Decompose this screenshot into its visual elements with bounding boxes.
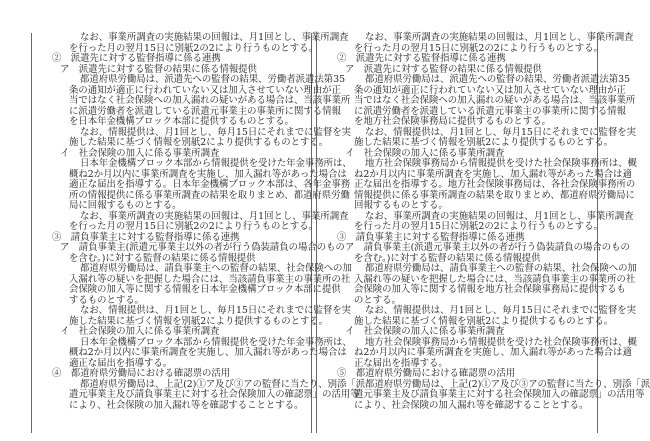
text-line: 遣元事業主及び請負事業主に対する社会保険加入の確認票」の活用等 (69, 389, 360, 400)
text-line: 正な届出を指導する。地方社会保険事務局は、各社会保険事務所の (354, 179, 636, 190)
text-line: 日本年金機構ブロック本部から情報提供を受けた年金事務所は、 (80, 158, 352, 169)
text-line: なお、情報提供は、月1回とし、毎月15日にそれまでに監督を実 (365, 126, 637, 138)
text-line: 都道府県労働局は、派遣先への監督の結果、労働者派遣法第35 (80, 74, 346, 85)
text-line: 所の情報提供に係る事業所調査の結果を取りまとめ、都道府県労働 (69, 189, 350, 201)
subsection-heading: ア 請負事業主(派遣元事業主以外の者が行う偽装請負の場合のもの (345, 242, 630, 253)
text-line: 地方社会保険事務局から情報提供を受けた社会保険事務所は、概 (365, 158, 637, 169)
subsection-heading: ア 派遣先に対する監督の結果に係る情報提供 (60, 63, 257, 75)
text-line: 日本年金機構ブロック本部から情報提供を受けた年金事務所は、 (80, 336, 352, 348)
subsection-heading: イ 社会保険の加入に係る事業所調査 (345, 147, 505, 159)
text-line: 概ね2か月以内に事業所調査を実施し、加入漏れ等があった場合は (69, 168, 347, 180)
right-column-new-text (316, 32, 650, 433)
text-line: に派遣労働者を派遣している派遣元事業主の事業所に関する情報 (354, 105, 626, 117)
text-line: なお、事業所調査の実施結果の回報は、月1回とし、事業所調査 (80, 32, 349, 43)
text-line: 都道府県労働局は、請負事業主への監督の結果、社会保険への加 (80, 263, 352, 274)
text-line: 条の通知が適正に行われていない又は加入させていない理由が正 (69, 84, 341, 96)
text-line: 条の通知が適正に行われていない又は加入させていない理由が正 (354, 84, 626, 96)
text-line: 情報提供に係る事業所調査の結果を取りまとめ、都道府県労働局に (354, 189, 635, 201)
text-line: 局に回報するものとする。 (69, 200, 182, 211)
text-line: を日本年金機構ブロック本部に提供するものとする。 (69, 116, 294, 127)
text-line: 入漏れ等の疑いを把握した場合には、当該請負事業主の事業所の社 (354, 273, 636, 285)
text-line: 施した結果に基づく情報を別紙2により提供するものとする。 (354, 137, 614, 148)
text-line: により、社会保険の加入漏れ等を確認することとする。 (69, 399, 304, 411)
text-line: 都道府県労働局は、派遣先への監督の結果、労働者派遣法第35 (365, 74, 631, 85)
subsection-heading: イ 社会保険の加入に係る事業所調査 (60, 326, 220, 337)
text-line: 遣元事業主及び請負事業主に対する社会保険加入の確認票」の活用等 (354, 389, 645, 400)
text-line: 適正な届出を指導する。日本年金機構ブロック本部は、各年金事務 (69, 179, 351, 190)
text-line: を地方社会保険事務局に提供するものとする。 (354, 116, 551, 127)
subsection-heading: イ 社会保険の加入に係る事業所調査 (345, 326, 505, 337)
text-line: に派遣労働者を派遣している派遣元事業主の事業所に関する情報 (69, 105, 341, 117)
text-line: なお、事業所調査の実施結果の回報は、月1回とし、事業所調査 (80, 210, 349, 222)
text-line: 当ではなく社会保険への加入漏れの疑いがある場合は、当該事業所 (354, 95, 636, 106)
subsection-heading: ア 請負事業主(派遣元事業主以外の者が行う偽装請負の場合のもの (60, 242, 345, 253)
text-line: 会保険の加入等に関する情報を日本年金機構ブロック本部に提供 (69, 284, 341, 295)
text-line: 施した結果に基づく情報を別紙2により提供するものとする。 (354, 315, 614, 327)
text-line: を行った月の翌月15日に別紙2の2により行うものとする。 (69, 42, 318, 54)
text-line: のとする。 (354, 294, 401, 306)
section-heading: ③ 請負事業主に対する監督指導に係る連携 (52, 231, 240, 243)
text-line: なお、事業所調査の実施結果の回報は、月1回とし、事業所調査 (365, 32, 634, 43)
section-heading: ② 派遣先に対する監督指導に係る連携 (337, 53, 506, 64)
text-line: を含む。)に対する監督の結果に係る情報提供 (69, 252, 256, 264)
text-line: 正な届出を指導する。 (354, 357, 448, 369)
subsection-heading: イ 社会保険の加入に係る事業所調査 (60, 147, 220, 159)
text-line: 地方社会保険事務局から情報提供を受けた社会保険事務所は、概 (365, 336, 637, 348)
text-line: 施した結果に基づく情報を別紙2により提供するものとする。 (69, 315, 329, 327)
text-line: なお、情報提供は、月1回とし、毎月15日にそれまでに監督を実 (80, 126, 352, 138)
text-line: 都道府県労働局は、請負事業主への監督の結果、社会保険への加 (365, 263, 637, 274)
section-heading: ⑤ 都道府県労働局における確認票の活用 (337, 368, 516, 379)
text-line: を行った月の翌月15日に別紙2の2により行うものとする。 (69, 221, 318, 232)
text-line: するものとする。 (69, 294, 145, 306)
text-line: なお、情報提供は、月1回とし、毎月15日にそれまでに監督を実 (365, 305, 637, 316)
text-line: ね2か月以内に事業所調査を実施し、加入漏れ等があった場合は適 (354, 168, 632, 180)
text-line: 会保険の加入等に関する情報を地方社会保険事務局に提供するも (354, 284, 626, 295)
text-line: 都道府県労働局は、上記(2)①ア及び③アの監督に当たり、別添「派 (365, 378, 650, 390)
text-line: 回報するものとする。 (354, 200, 448, 211)
text-line: なお、事業所調査の実施結果の回報は、月1回とし、事業所調査 (365, 210, 634, 222)
text-line: 施した結果に基づく情報を別紙2により提供するものとする。 (69, 137, 329, 148)
section-heading: ③ 請負事業主に対する監督指導に係る連携 (337, 231, 525, 243)
text-line: を含む。)に対する監督の結果に係る情報提供 (354, 252, 541, 264)
left-column-old-text (31, 32, 366, 433)
text-line: 入漏れ等の疑いを把握した場合には、当該請負事業主の事業所の社 (69, 273, 351, 285)
text-line: 概ね2か月以内に事業所調査を実施し、加入漏れ等があった場合は (69, 347, 347, 358)
text-line: 当ではなく社会保険への加入漏れの疑いがある場合は、当該事業所 (69, 95, 351, 106)
text-line: を行った月の翌月15日に別紙2の2により行うものとする。 (354, 221, 603, 232)
text-line: を行った月の翌月15日に別紙2の2により行うものとする。 (354, 42, 603, 54)
text-line: ね2か月以内に事業所調査を実施し、加入漏れ等があった場合は適 (354, 347, 632, 358)
text-line: により、社会保険の加入漏れ等を確認することとする。 (354, 399, 589, 411)
section-heading: ④ 都道府県労働局における確認票の活用 (52, 368, 231, 379)
text-line: なお、情報提供は、月1回とし、毎月15日にそれまでに監督を実 (80, 305, 352, 316)
section-heading: ② 派遣先に対する監督指導に係る連携 (52, 53, 221, 64)
text-line: 都道府県労働局は、上記(2)①ア及び③アの監督に当たり、別添「派 (80, 378, 366, 390)
text-line: 適正な届出を指導する。 (69, 357, 173, 369)
subsection-heading: ア 派遣先に対する監督の結果に係る情報提供 (345, 63, 542, 75)
